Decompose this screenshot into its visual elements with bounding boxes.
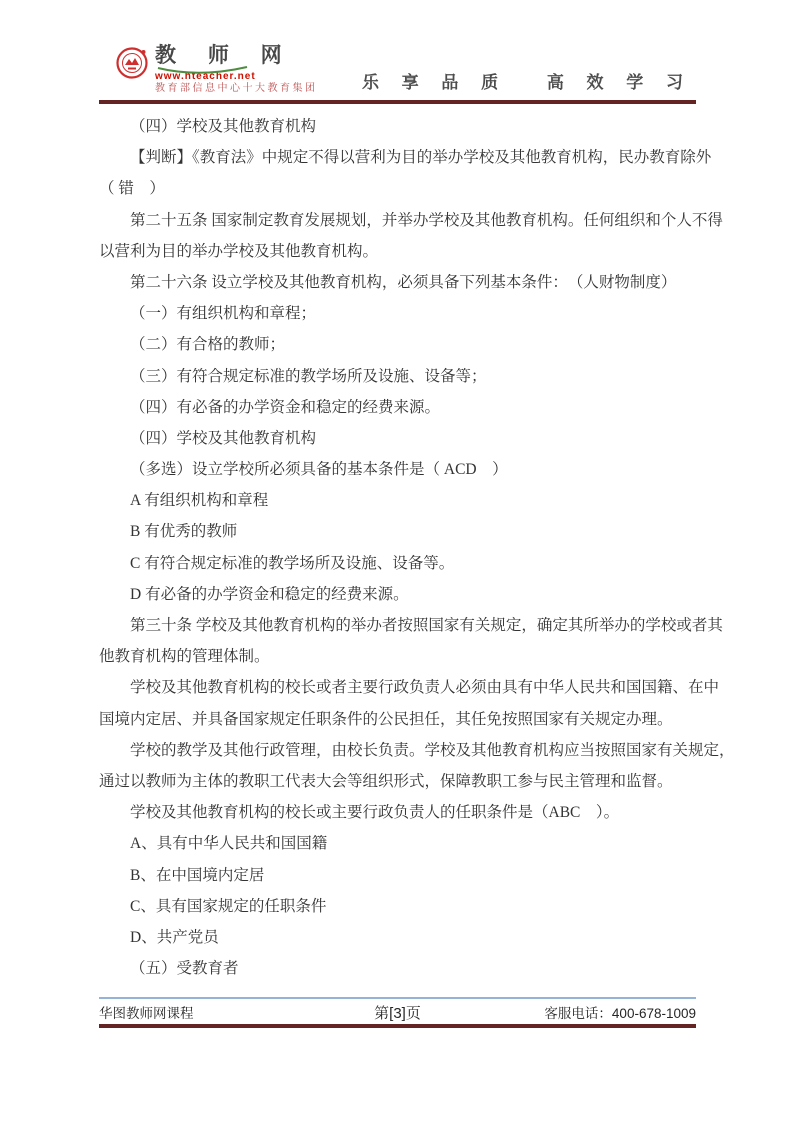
text-line: 通过以教师为主体的教职工代表大会等组织形式，保障教职工参与民主管理和监督。 (99, 772, 673, 790)
text-line: 学校及其他教育机构的校长或主要行政负责人的任职条件是（ABC ）。 (130, 804, 620, 822)
text-line: 国境内定居、并具备国家规定任职条件的公民担任，其任免按照国家有关规定办理。 (99, 710, 673, 728)
text-line: B、在中国境内定居 (130, 866, 265, 884)
text-line: C、具有国家规定的任职条件 (130, 897, 327, 915)
header-rule (99, 100, 696, 104)
text-line: D 有必备的办学资金和稳定的经费来源。 (130, 585, 409, 603)
text-line: （一）有组织机构和章程； (130, 305, 317, 323)
brand-name: 教 师 网 (155, 44, 295, 67)
text-line: （多选）设立学校所必须具备的基本条件是（ ACD ） (130, 461, 508, 479)
text-line: （三）有符合规定标准的教学场所及设施、设备等； (130, 367, 487, 385)
text-line: B 有优秀的教师 (130, 523, 238, 541)
text-line: C 有符合规定标准的教学场所及设施、设备等。 (130, 554, 455, 572)
text-line: D、共产党员 (130, 928, 219, 946)
text-line: 第二十五条 国家制定教育发展规划，并举办学校及其他教育机构。任何组织和个人不得 (130, 211, 723, 229)
text-line: 第三十条 学校及其他教育机构的举办者按照国家有关规定，确定其所举办的学校或者其 (130, 617, 723, 634)
text-line: （二）有合格的教师； (130, 336, 286, 354)
logo-text-block (155, 44, 318, 95)
brand-tagline: 教育部信息中心十大教育集团 (155, 83, 318, 94)
text-line: 学校及其他教育机构的校长或者主要行政负责人必须由具有中华人民共和国国籍、在中 (130, 679, 720, 697)
text-line: （五）受教育者 (130, 960, 239, 978)
page-header (99, 42, 696, 98)
seal-icon (115, 46, 149, 80)
document-body (99, 111, 735, 984)
text-line: （四）有必备的办学资金和稳定的经费来源。 (130, 398, 441, 416)
text-line: 学校的教学及其他行政管理，由校长负责。学校及其他教育机构应当按照国家有关规定， (130, 741, 735, 759)
service-phone: 客服电话：400-678-1009 (544, 1006, 696, 1021)
text-line: （四）学校及其他教育机构 (130, 429, 317, 447)
text-line: 他教育机构的管理体制。 (99, 648, 270, 666)
page-footer (99, 1001, 696, 1023)
header-slogan: 乐 享 品 质 高 效 学 习 (361, 73, 692, 92)
text-line: 【判断】《教育法》中规定不得以营利为目的举办学校及其他教育机构，民办教育除外 (130, 149, 712, 167)
footer-top-rule (99, 997, 696, 999)
text-line: 以营利为目的举办学校及其他教育机构。 (99, 242, 379, 260)
text-line: 第二十六条 设立学校及其他教育机构，必须具备下列基本条件： （人财物制度） (130, 273, 677, 291)
text-line: A 有组织机构和章程 (130, 492, 269, 510)
footer-bottom-rule (99, 1024, 696, 1028)
brand-url: www.hteacher.net (155, 71, 256, 82)
swoosh-icon (157, 65, 249, 77)
brand-row (155, 44, 318, 68)
brand-logo (115, 44, 318, 95)
page-number: 第[3]页 (374, 1004, 421, 1022)
footer-course-label: 华图教师网课程 (99, 1006, 194, 1021)
text-line: A、具有中华人民共和国国籍 (130, 835, 328, 853)
text-line: （ 错 ） (99, 180, 165, 198)
text-line: （四）学校及其他教育机构 (130, 118, 317, 135)
